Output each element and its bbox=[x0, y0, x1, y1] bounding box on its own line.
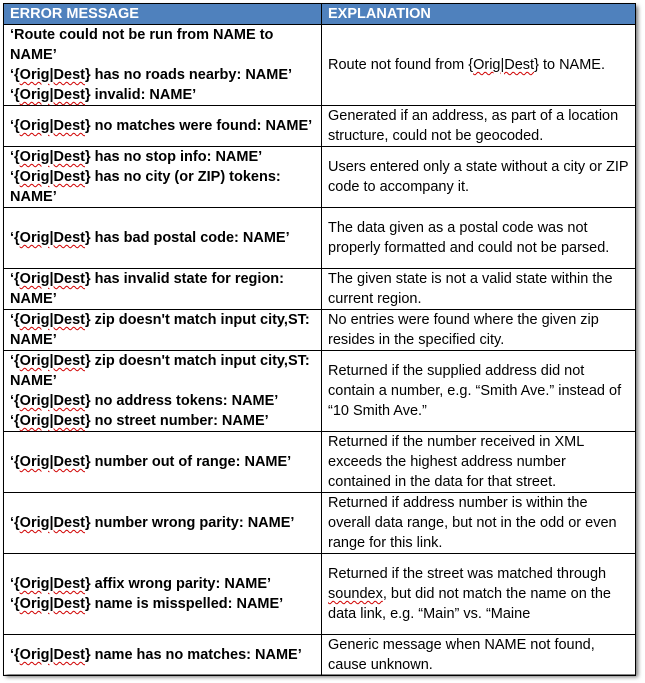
header-explanation: EXPLANATION bbox=[322, 4, 636, 25]
explanation-cell: Returned if the street was matched through soundex, but did not match the name on the data link, e.g. “Main” vs. “Maine bbox=[322, 554, 636, 635]
error-message: ‘{Orig|Dest} has no roads nearby: NAME’ bbox=[10, 67, 293, 83]
error-message: ‘{Orig|Dest} no street number: NAME’ bbox=[10, 413, 269, 429]
header-row bbox=[4, 4, 636, 25]
error-message: ‘{Orig|Dest} has invalid state for region: NAME’ bbox=[10, 271, 284, 307]
explanation-cell: Generated if an address, as part of a location structure, could not be geocoded. bbox=[322, 106, 636, 147]
table-row bbox=[4, 554, 636, 635]
error-message-cell bbox=[4, 351, 322, 432]
error-message-cell bbox=[4, 147, 322, 208]
error-message: ‘{Orig|Dest} invalid: NAME’ bbox=[10, 87, 197, 103]
explanation-cell: The given state is not a valid state within the current region. bbox=[322, 269, 636, 310]
explanation-cell: Returned if the number received in XML exceeds the highest address number contained in the data for that street. bbox=[322, 432, 636, 493]
explanation-cell: Users entered only a state without a city or ZIP code to accompany it. bbox=[322, 147, 636, 208]
error-message: ‘{Orig|Dest} has no stop info: NAME’ bbox=[10, 149, 263, 165]
table-row bbox=[4, 432, 636, 493]
table-row bbox=[4, 208, 636, 269]
explanation-cell: The data given as a postal code was not properly formatted and could not be parsed. bbox=[322, 208, 636, 269]
table-row bbox=[4, 351, 636, 432]
error-message: ‘{Orig|Dest} no matches were found: NAME’ bbox=[10, 118, 313, 134]
error-message: ‘{Orig|Dest} number out of range: NAME’ bbox=[10, 454, 292, 470]
explanation-cell: Returned if address number is within the overall data range, but not in the odd or even range for this link. bbox=[322, 493, 636, 554]
error-message-cell bbox=[4, 269, 322, 310]
error-message: ‘{Orig|Dest} name is misspelled: NAME’ bbox=[10, 596, 284, 612]
error-message: ‘{Orig|Dest} number wrong parity: NAME’ bbox=[10, 515, 295, 531]
error-message: ‘{Orig|Dest} has bad postal code: NAME’ bbox=[10, 230, 290, 246]
error-message-cell bbox=[4, 635, 322, 676]
error-message-cell bbox=[4, 106, 322, 147]
error-message-cell bbox=[4, 208, 322, 269]
error-message-table bbox=[3, 3, 636, 676]
table-row bbox=[4, 106, 636, 147]
explanation-cell: Generic message when NAME not found, cause unknown. bbox=[322, 635, 636, 676]
error-message-cell bbox=[4, 310, 322, 351]
table-row bbox=[4, 310, 636, 351]
table-row bbox=[4, 635, 636, 676]
error-table-frame bbox=[3, 3, 635, 674]
error-message-cell bbox=[4, 554, 322, 635]
error-message-cell bbox=[4, 25, 322, 106]
table-row bbox=[4, 147, 636, 208]
error-message-cell bbox=[4, 493, 322, 554]
table-row bbox=[4, 493, 636, 554]
error-message: ‘Route could not be run from NAME to NAME’ bbox=[10, 27, 274, 63]
error-message: ‘{Orig|Dest} name has no matches: NAME’ bbox=[10, 647, 302, 663]
explanation-cell: Route not found from {Orig|Dest} to NAME. bbox=[322, 25, 636, 106]
table-row bbox=[4, 269, 636, 310]
explanation-cell: No entries were found where the given zip resides in the specified city. bbox=[322, 310, 636, 351]
explanation-cell: Returned if the supplied address did not contain a number, e.g. “Smith Ave.” instead of “10 Smith Ave.” bbox=[322, 351, 636, 432]
error-message-cell bbox=[4, 432, 322, 493]
header-error-message: ERROR MESSAGE bbox=[4, 4, 322, 25]
error-message: ‘{Orig|Dest} affix wrong parity: NAME’ bbox=[10, 576, 272, 592]
error-message: ‘{Orig|Dest} zip doesn't match input city,ST: NAME’ bbox=[10, 312, 310, 348]
error-message: ‘{Orig|Dest} no address tokens: NAME’ bbox=[10, 393, 279, 409]
table-row bbox=[4, 25, 636, 106]
error-message: ‘{Orig|Dest} zip doesn't match input city,ST: NAME’ bbox=[10, 353, 310, 389]
error-message: ‘{Orig|Dest} has no city (or ZIP) tokens: NAME’ bbox=[10, 169, 281, 205]
